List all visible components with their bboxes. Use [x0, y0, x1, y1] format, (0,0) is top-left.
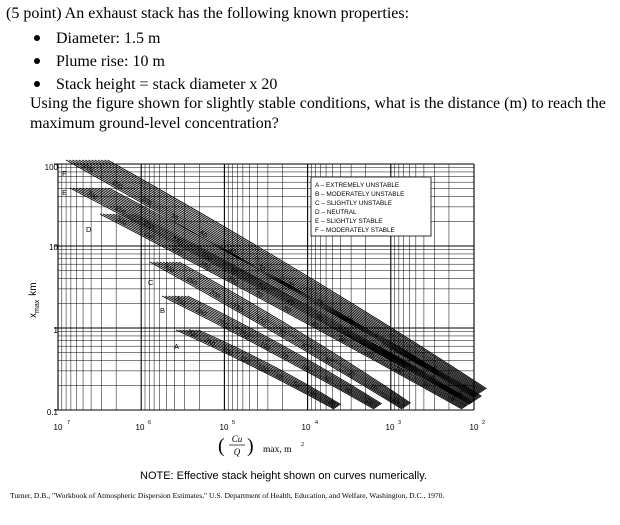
curve-height-label: 100: [139, 196, 153, 208]
curve-height-label: 250: [185, 275, 199, 288]
y-label-sub: max: [34, 299, 41, 313]
x-tick-label: [470, 420, 486, 432]
curve-height-label: 50: [299, 342, 310, 353]
legend-item: D – NEUTRAL: [315, 209, 357, 216]
curve-height-label: 150: [110, 179, 124, 191]
question-body: Using the figure shown for slightly stable conditions, what is the distance (m) to reach the maximum ground-level concentration?: [30, 95, 606, 132]
y-tick-label: 10: [49, 243, 58, 252]
x-tick-label: [386, 420, 402, 432]
curve-height-label: 300: [185, 328, 199, 340]
x-label-denominator: Q: [233, 447, 241, 457]
x-label-numerator: Cu: [231, 434, 243, 444]
svg-text:10: 10: [385, 423, 395, 432]
stability-class-label: E: [62, 188, 68, 197]
x-label-rest: max, m: [263, 445, 292, 455]
curve-height-label: 40: [321, 374, 332, 385]
x-tick-label: [136, 420, 152, 432]
x-label-exp: 2: [301, 442, 304, 448]
curve-height-label: 100: [258, 340, 272, 353]
curve-height-label: 50: [291, 380, 301, 391]
curve-height-label: 20: [342, 328, 353, 339]
question-title: (5 point) An exhaust stack has the following known properties:: [6, 5, 410, 22]
x-tick-label: [302, 420, 319, 432]
curve-height-label: 300: [114, 215, 128, 227]
curve-height-label: 20: [365, 350, 376, 361]
curve-height-label: 50: [198, 229, 208, 240]
curve-height-label: 200: [81, 162, 95, 174]
y-tick-label: 100: [44, 163, 58, 172]
y-label-unit: km: [28, 282, 39, 296]
curve-height-label: 15: [370, 343, 381, 354]
legend-item: F – MODERATELY STABLE: [315, 227, 395, 234]
svg-text:10: 10: [53, 423, 63, 432]
svg-text:(: (: [218, 435, 225, 457]
curve-height-label: 8: [372, 331, 380, 340]
curve-height-label: 70: [228, 266, 238, 277]
svg-text:xmaxkm: [28, 282, 41, 318]
legend-item: B – MODERATELY UNSTABLE: [315, 191, 405, 198]
curve-height-label: 250: [113, 204, 127, 217]
figure-citation: Turner, D.B., "Workbook of Atmospheric Dispersion Estimates," U.S. Department of Health, Education, and Welfare, Washington, D.C., 1970.: [10, 491, 445, 500]
curve-height-label: 30: [256, 263, 267, 274]
svg-text:10: 10: [219, 423, 229, 432]
curve-height-label: 200: [208, 289, 222, 301]
svg-text:): ): [247, 435, 254, 457]
curve-height-label: 300: [162, 262, 176, 275]
curve-height-label: 10: [399, 359, 410, 369]
curve-height-label: 15: [391, 396, 402, 406]
property-text: Diameter: 1.5 m: [56, 30, 161, 47]
curve-height-label: 20: [368, 382, 379, 393]
y-label-main: x: [28, 313, 39, 318]
curve-height-label: 200: [170, 245, 184, 257]
svg-text:10: 10: [469, 423, 479, 432]
curve-height-label: 40: [285, 297, 296, 308]
curve-height-label: 30: [337, 335, 348, 346]
curve-height-label: 70: [168, 213, 179, 223]
curve-height-label: 200: [220, 345, 234, 358]
curve-height-label: 40: [308, 389, 319, 400]
curve-height-label: 30: [326, 398, 337, 409]
curve-height-label: 150: [231, 302, 245, 315]
legend-item: A – EXTREMELY UNSTABLE: [315, 182, 400, 189]
curve-height-label: 70: [254, 290, 264, 301]
property-text: Plume rise: 10 m: [56, 53, 165, 70]
svg-text:4: 4: [315, 420, 319, 426]
y-tick-label: 1: [53, 326, 58, 335]
x-tick-label: [220, 420, 236, 432]
curve-height-label: 250: [142, 230, 156, 242]
curve-height-label: 150: [237, 329, 251, 342]
curve-height-label: 50: [300, 363, 311, 373]
curve-height-label: 40: [227, 246, 238, 257]
curve-height-label: 300: [173, 295, 187, 308]
curve-height-label: 250: [203, 336, 217, 349]
y-axis-label: [28, 282, 41, 318]
svg-text:10: 10: [135, 423, 145, 432]
curve-height-label: 70: [273, 372, 284, 382]
curve-height-label: 30: [313, 312, 324, 323]
figure-note: NOTE: Effective stack height shown on curves numerically.: [140, 470, 427, 482]
curve-height-label: 10: [421, 380, 432, 391]
curve-height-label: 15: [314, 297, 325, 308]
property-text: Stack height = stack diameter x 20: [56, 76, 278, 93]
curve-height-label: 200: [142, 220, 156, 233]
curve-height-label: 150: [198, 260, 212, 272]
svg-text:5: 5: [232, 420, 236, 426]
stability-class-label: A: [174, 342, 180, 351]
curve-height-label: 10: [343, 314, 354, 325]
svg-text:3: 3: [398, 420, 402, 426]
curve-height-label: 100: [255, 363, 269, 375]
curve-height-label: 8: [449, 395, 456, 404]
curve-height-label: 50: [281, 305, 292, 316]
curve-height-label: 20: [285, 280, 296, 291]
x-axis-label: [218, 434, 304, 457]
curve-height-label: 6: [456, 390, 464, 398]
curve-height-label: 250: [194, 306, 208, 319]
svg-text:7: 7: [67, 420, 71, 426]
y-tick-label: 0.1: [46, 408, 58, 417]
stability-class-label: D: [86, 225, 92, 234]
curve-height-label: 100: [254, 315, 267, 328]
curve-height-label: 40: [322, 355, 333, 366]
curve-height-label: 30: [343, 385, 353, 396]
curve-height-label: 300: [85, 189, 99, 202]
curve-height-label: 4: [460, 382, 468, 391]
stability-class-label: C: [148, 278, 154, 287]
stability-class-label: B: [160, 306, 166, 315]
svg-text:6: 6: [148, 420, 152, 426]
legend-item: C – SLIGHTLY UNSTABLE: [315, 200, 393, 207]
curve-height-label: 100: [226, 275, 240, 287]
curve-height-label: 40: [309, 320, 320, 331]
x-tick-label: [54, 420, 71, 432]
curve-height-label: 7: [402, 348, 409, 357]
curve-height-label: 150: [238, 354, 252, 367]
curve-height-label: 150: [170, 235, 184, 248]
curve-height-label: 70: [276, 329, 287, 340]
stability-class-label: F: [62, 169, 67, 178]
curve-height-label: 70: [279, 351, 290, 362]
legend-item: E – SLIGHTLY STABLE: [315, 218, 383, 225]
curve-height-label: 50: [256, 282, 267, 292]
curve-height-label: 200: [215, 318, 229, 330]
curve-height-label: 20: [364, 397, 375, 407]
svg-text:2: 2: [482, 420, 486, 426]
svg-text:10: 10: [301, 423, 311, 432]
curve-height-label: 30: [345, 369, 356, 380]
curve-height-label: 8: [428, 374, 435, 383]
curve-height-label: 5: [431, 365, 439, 374]
curve-height-label: 15: [393, 365, 404, 376]
curve-height-label: 100: [199, 251, 213, 263]
